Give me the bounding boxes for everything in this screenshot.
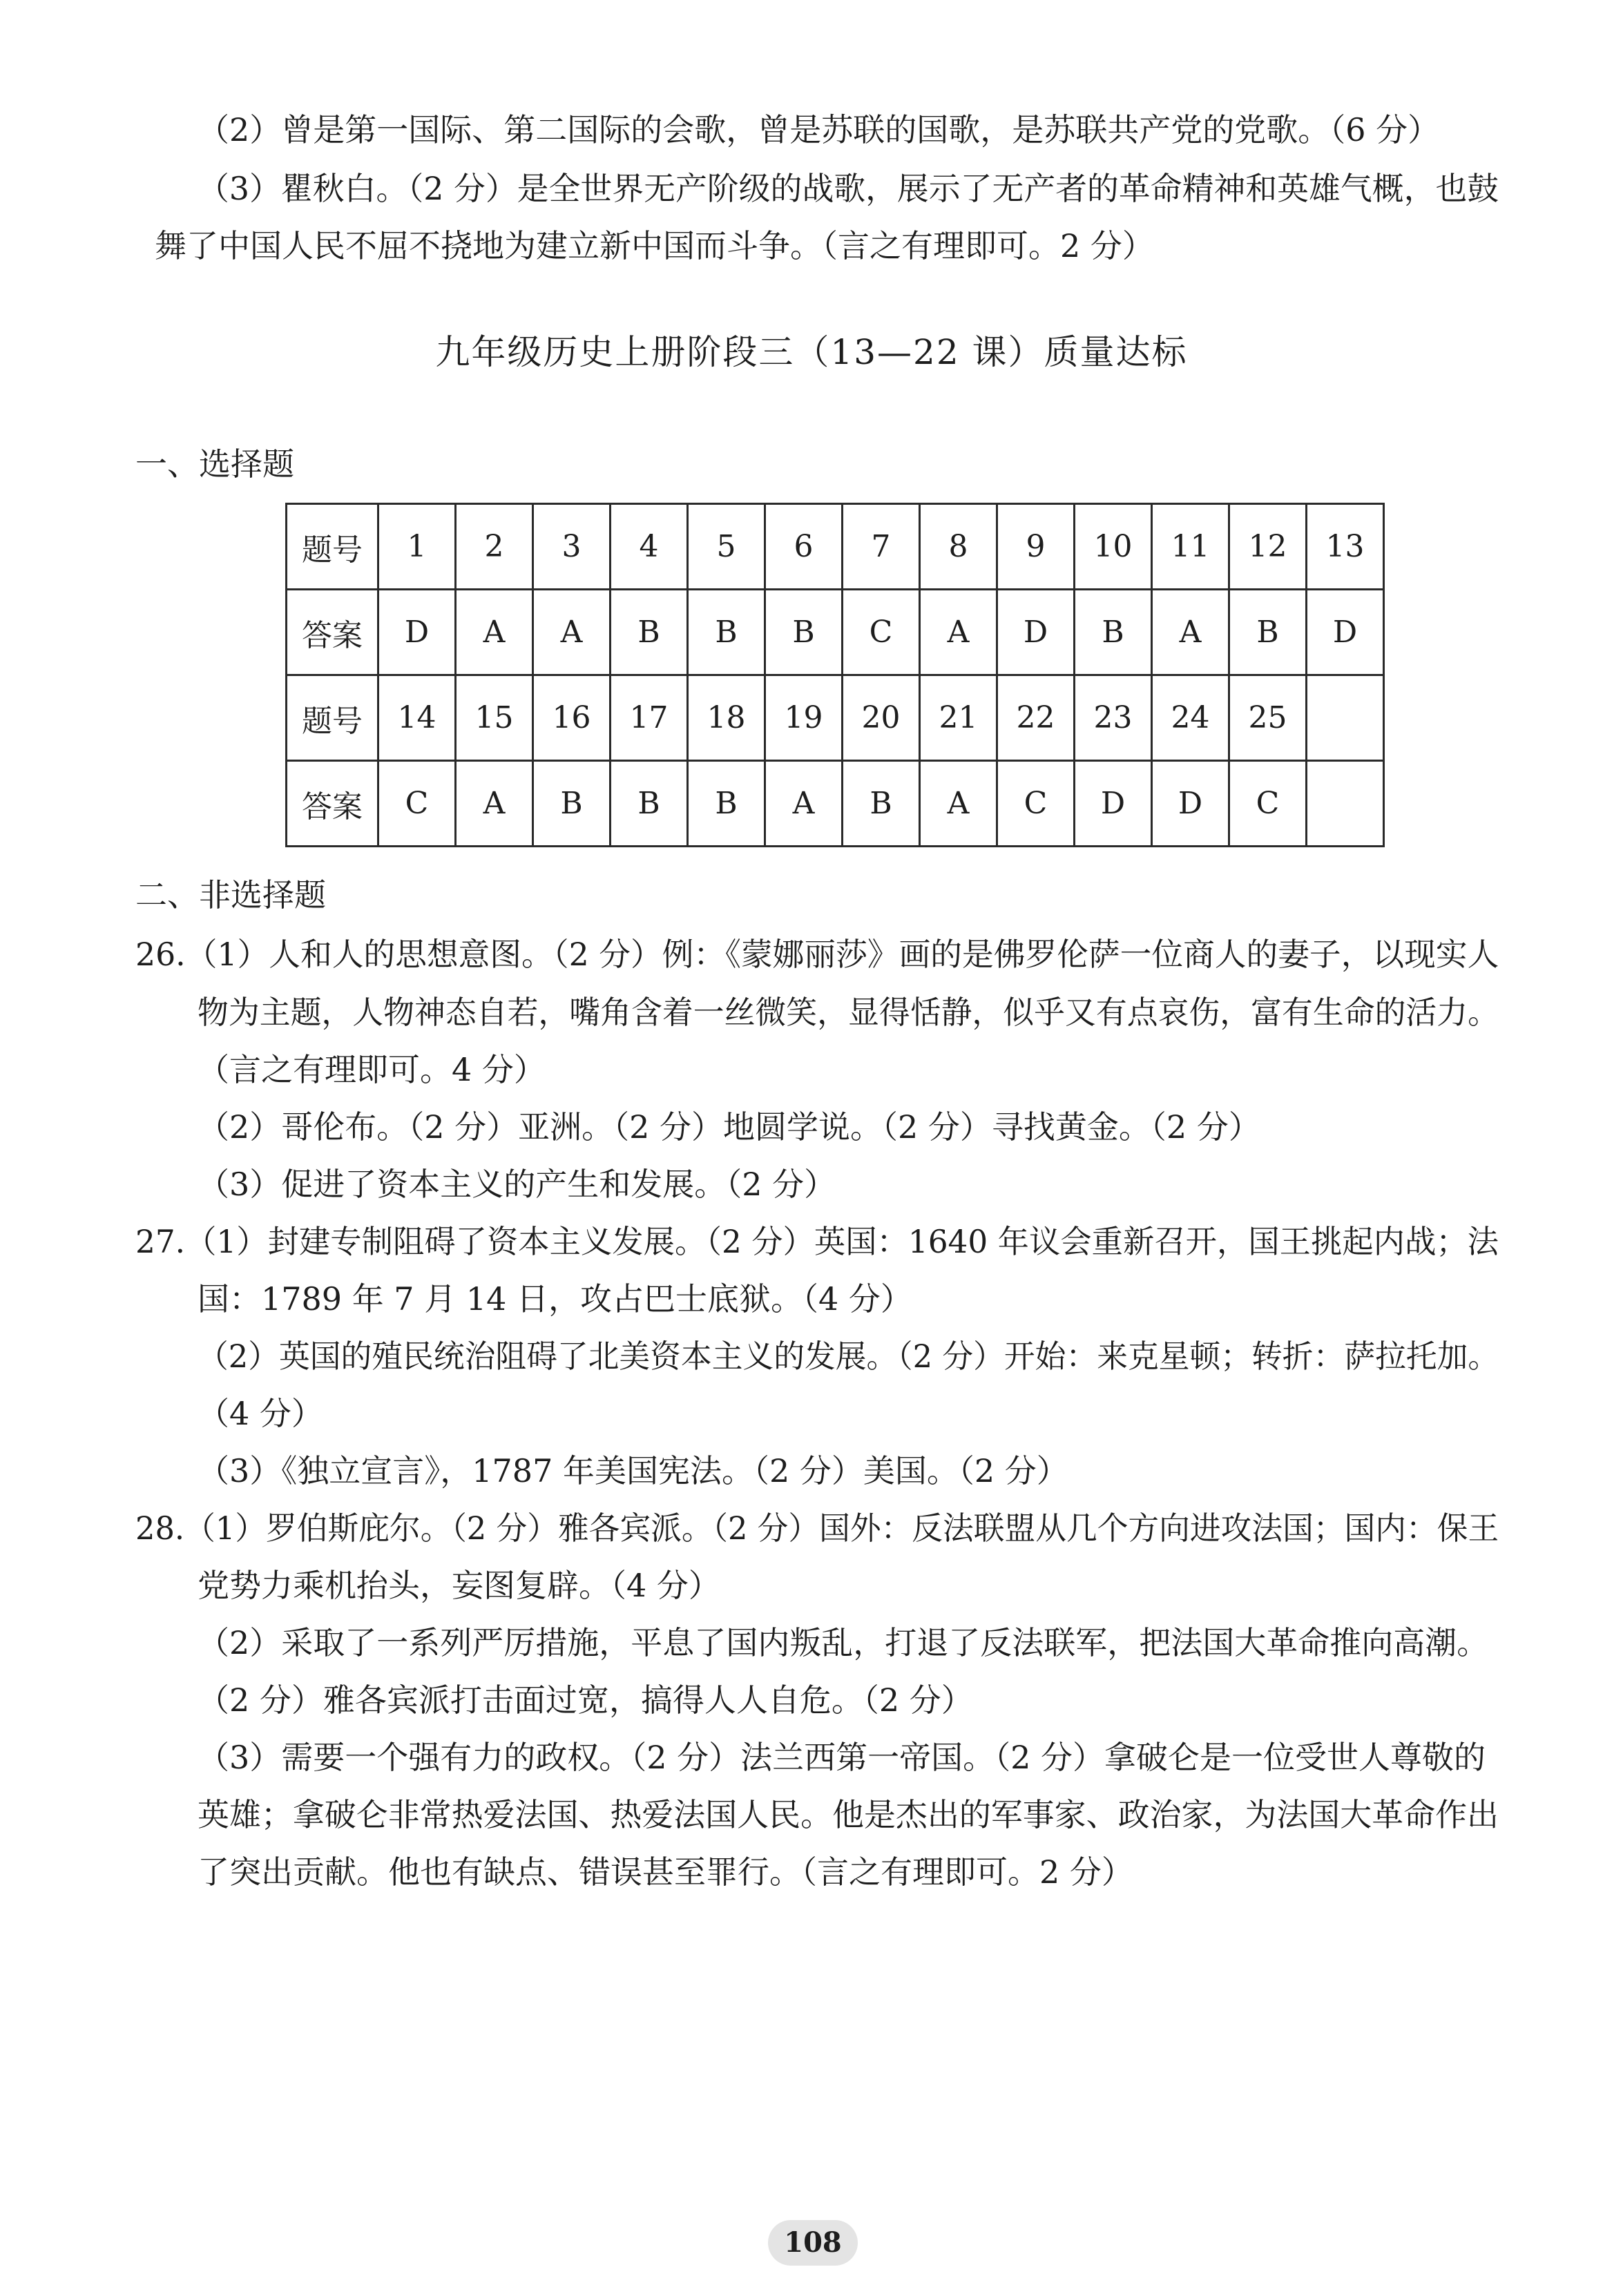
table-cell: 4 xyxy=(611,504,688,590)
table-cell: C xyxy=(997,761,1075,847)
table-cell: A xyxy=(920,590,997,675)
table-cell xyxy=(1307,761,1384,847)
table-cell: A xyxy=(920,761,997,847)
row-header: 答案 xyxy=(287,761,378,847)
table-cell: 19 xyxy=(765,675,843,761)
table-cell: B xyxy=(765,590,843,675)
table-cell: 17 xyxy=(611,675,688,761)
text-line: （3）瞿秋白。（2 分）是全世界无产阶级的战歌，展示了无产者的革命精神和英雄气概，也鼓 xyxy=(198,170,1499,207)
row-header: 题号 xyxy=(287,504,378,590)
table-cell: 16 xyxy=(533,675,611,761)
text-line: 26.（1）人和人的思想意图。（2 分）例：《蒙娜丽莎》画的是佛罗伦萨一位商人的妻子，以现实人 xyxy=(135,936,1499,973)
table-cell: C xyxy=(378,761,456,847)
text-line: 国：1789 年 7 月 14 日，攻占巴士底狱。（4 分） xyxy=(198,1280,912,1318)
table-cell: 25 xyxy=(1229,675,1307,761)
table-cell xyxy=(1307,675,1384,761)
text-line: 物为主题，人物神态自若，嘴角含着一丝微笑，显得恬静，似乎又有点哀伤，富有生命的活力。 xyxy=(198,994,1499,1031)
table-cell: D xyxy=(1307,590,1384,675)
table-cell: 18 xyxy=(688,675,765,761)
table-cell: D xyxy=(997,590,1075,675)
table-cell: A xyxy=(456,761,533,847)
text-line: （2）采取了一系列严厉措施，平息了国内叛乱，打退了反法联军，把法国大革命推向高潮。 xyxy=(198,1624,1489,1661)
table-cell: 5 xyxy=(688,504,765,590)
text-line: （2）曾是第一国际、第二国际的会歌，曾是苏联的国歌，是苏联共产党的党歌。（6 分） xyxy=(198,111,1440,148)
table-cell: 22 xyxy=(997,675,1075,761)
table-cell: 10 xyxy=(1075,504,1152,590)
text-line: 党势力乘机抬头，妄图复辟。（4 分） xyxy=(198,1567,720,1604)
table-cell: 2 xyxy=(456,504,533,590)
section-title: 九年级历史上册阶段三（13—22 课）质量达标 xyxy=(435,332,1188,372)
table-cell: C xyxy=(1229,761,1307,847)
text-line: 27.（1）封建专制阻碍了资本主义发展。（2 分）英国：1640 年议会重新召开，国王挑起内战；法 xyxy=(135,1223,1499,1260)
text-line: 舞了中国人民不屈不挠地为建立新中国而斗争。（言之有理即可。2 分） xyxy=(155,227,1154,264)
table-cell: 3 xyxy=(533,504,611,590)
text-line: （2 分）雅各宾派打击面过宽，搞得人人自危。（2 分） xyxy=(198,1681,973,1719)
section-heading-choice: 一、选择题 xyxy=(135,445,294,483)
table-cell: 11 xyxy=(1152,504,1229,590)
table-cell: D xyxy=(1152,761,1229,847)
text-line: （3）促进了资本主义的产生和发展。（2 分） xyxy=(198,1166,836,1203)
table-cell: 23 xyxy=(1075,675,1152,761)
table-cell: 8 xyxy=(920,504,997,590)
table-cell: 12 xyxy=(1229,504,1307,590)
table-cell: A xyxy=(456,590,533,675)
table-row xyxy=(287,504,1384,590)
table-cell: D xyxy=(378,590,456,675)
page-number: 108 xyxy=(768,2220,858,2266)
table-cell: B xyxy=(533,761,611,847)
text-line: 28.（1）罗伯斯庇尔。（2 分）雅各宾派。（2 分）国外：反法联盟从几个方向进攻法国；国内：保王 xyxy=(135,1509,1499,1547)
table-cell: A xyxy=(1152,590,1229,675)
text-line: （2）哥伦布。（2 分）亚洲。（2 分）地圆学说。（2 分）寻找黄金。（2 分） xyxy=(198,1108,1260,1146)
table-row xyxy=(287,590,1384,675)
text-line: 英雄；拿破仑非常热爱法国、热爱法国人民。他是杰出的军事家、政治家，为法国大革命作出 xyxy=(198,1796,1499,1833)
table-cell: 14 xyxy=(378,675,456,761)
table-cell: B xyxy=(1075,590,1152,675)
table-cell: B xyxy=(688,761,765,847)
table-cell: A xyxy=(765,761,843,847)
table-cell: B xyxy=(611,590,688,675)
text-line: （4 分） xyxy=(198,1395,323,1432)
table-cell: B xyxy=(688,590,765,675)
table-cell: 20 xyxy=(843,675,920,761)
table-cell: D xyxy=(1075,761,1152,847)
table-cell: 7 xyxy=(843,504,920,590)
table-cell: C xyxy=(843,590,920,675)
table-cell: 9 xyxy=(997,504,1075,590)
table-cell: 6 xyxy=(765,504,843,590)
text-line: （2）英国的殖民统治阻碍了北美资本主义的发展。（2 分）开始：来克星顿；转折：萨拉托加。 xyxy=(198,1338,1499,1375)
table-row xyxy=(287,761,1384,847)
table-cell: B xyxy=(1229,590,1307,675)
table-row xyxy=(287,675,1384,761)
section-heading-nonchoice: 二、非选择题 xyxy=(135,876,326,914)
table-cell: A xyxy=(533,590,611,675)
table-cell: 15 xyxy=(456,675,533,761)
table-cell: B xyxy=(843,761,920,847)
table-cell: 24 xyxy=(1152,675,1229,761)
table-cell: 13 xyxy=(1307,504,1384,590)
row-header: 答案 xyxy=(287,590,378,675)
text-line: （3）需要一个强有力的政权。（2 分）法兰西第一帝国。（2 分）拿破仑是一位受世人尊敬的 xyxy=(198,1739,1486,1776)
answer-table xyxy=(285,503,1385,847)
row-header: 题号 xyxy=(287,675,378,761)
text-line: 了突出贡献。他也有缺点、错误甚至罪行。（言之有理即可。2 分） xyxy=(198,1853,1133,1891)
text-line: （言之有理即可。4 分） xyxy=(198,1051,546,1088)
table-cell: B xyxy=(611,761,688,847)
text-line: （3）《独立宣言》，1787 年美国宪法。（2 分）美国。（2 分） xyxy=(198,1452,1068,1489)
table-cell: 21 xyxy=(920,675,997,761)
table-cell: 1 xyxy=(378,504,456,590)
